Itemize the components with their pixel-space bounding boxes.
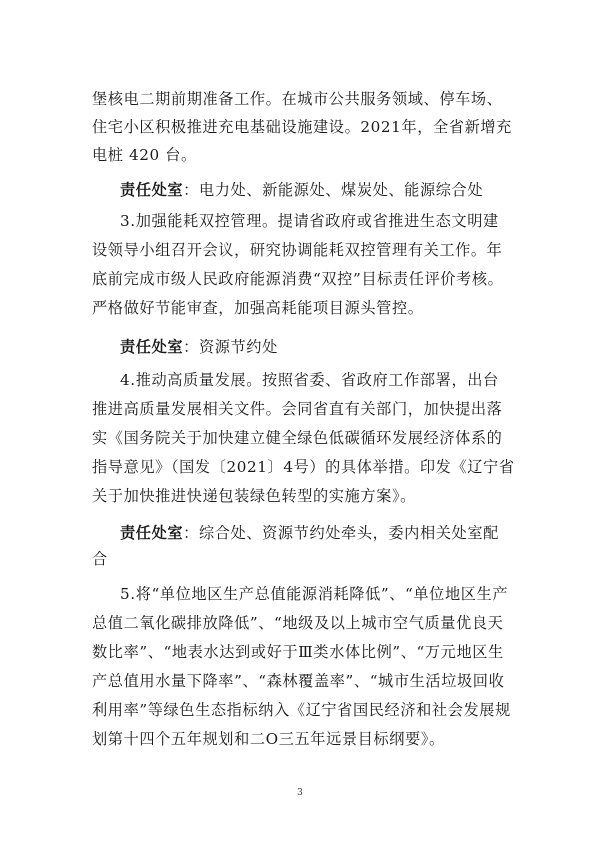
body-line: 严格做好节能审查，加强高耗能项目源头管控。 [92, 299, 424, 317]
body-line: 数比率”、“地表水达到或好于Ⅲ类水体比例”、“万元地区生 [92, 643, 504, 661]
body-line: 指导意见》（国发〔2021〕4号）的具体举措。印发《辽宁省 [92, 458, 515, 476]
body-line: 推进高质量发展相关文件。会同省直有关部门，加快提出落 [92, 400, 503, 418]
body-line: 划第十四个五年规划和二O三五年远景目标纲要》。 [92, 730, 445, 748]
body-line: 3.加强能耗双控管理。提请省政府或省推进生态文明建 [120, 212, 499, 230]
page-number: 3 [297, 788, 303, 798]
responsible-office-text: ：资源节约处 [183, 338, 278, 356]
body-line: 产总值用水量下降率”、“森林覆盖率”、“城市生活垃圾回收 [92, 672, 505, 690]
responsible-office-text: ：电力处、新能源处、煤炭处、能源综合处 [183, 181, 484, 199]
body-line: 实《国务院关于加快建立健全绿色低碳循环发展经济体系的 [92, 429, 503, 447]
body-line: 住宅小区积极推进充电基础设施建设。2021年，全省新增充 [92, 118, 512, 136]
responsible-office-label: 责任处室 [120, 181, 184, 199]
body-line: 5.将“单位地区生产总值能源消耗降低”、“单位地区生产 [120, 585, 509, 603]
body-line: 设领导小组召开会议，研究协调能耗双控管理有关工作。年 [92, 241, 503, 259]
body-line: 总值二氧化碳排放降低”、“地级及以上城市空气质量优良天 [92, 614, 504, 632]
body-line: 堡核电二期前期准备工作。在城市公共服务领域、停车场、 [92, 90, 503, 108]
body-line: 4.推动高质量发展。按照省委、省政府工作部署，出台 [120, 371, 499, 389]
responsible-office-line [120, 337, 550, 357]
body-line: 底前完成市级人民政府能源消费“双控”目标责任评价考核。 [92, 270, 504, 288]
responsible-office-line [120, 180, 550, 200]
responsible-office-label: 责任处室 [120, 338, 184, 356]
responsible-office-label: 责任处室 [120, 524, 184, 542]
body-line: 合 [92, 550, 108, 568]
responsible-office-line [120, 523, 550, 543]
body-line: 关于加快推进快递包装绿色转型的实施方案》。 [92, 487, 416, 505]
responsible-office-text: ：综合处、资源节约处牵头，委内相关处室配 [183, 524, 499, 542]
body-line: 利用率”等绿色生态指标纳入《辽宁省国民经济和社会发展规 [92, 701, 511, 719]
body-line: 电桩 420 台。 [92, 146, 197, 164]
